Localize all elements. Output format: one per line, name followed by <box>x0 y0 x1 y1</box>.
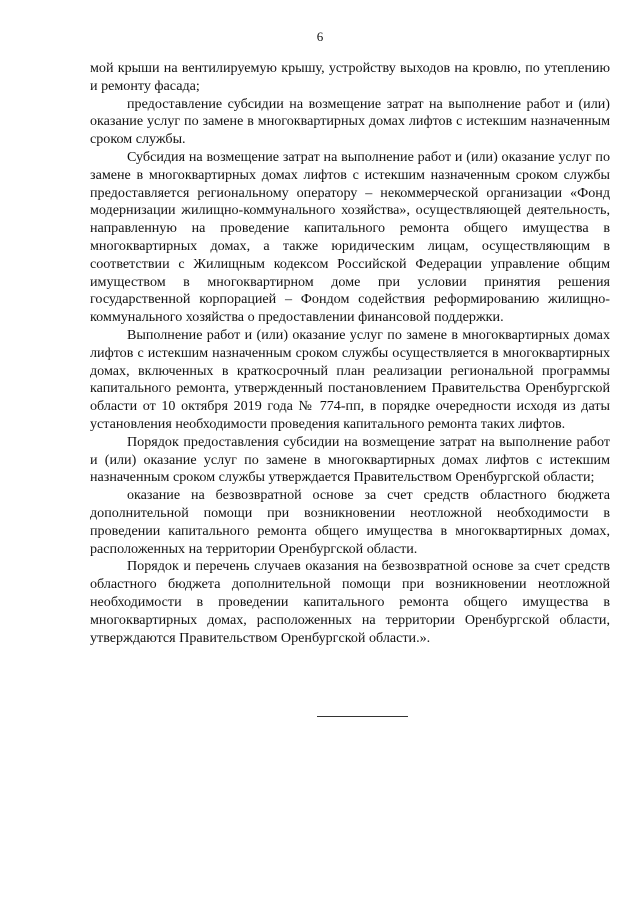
paragraph-elevator-works: Выполнение работ и (или) оказание услуг по замене в многоквартирных домах лифтов с истекшим назначенным сроком службы осуществляется в многоквартирных домах, включенных в краткосрочный план реализации региональной программы капитального ремонта, утвержденный постановлением Правительства Оренбургской области от 10 октября 2019 года № 774-пп, в порядке очередности исходя из даты установления необходимости проведения капитального ремонта таких лифтов. <box>90 326 610 432</box>
paragraph-additional-assistance: оказание на безвозвратной основе за счет средств областного бюджета дополнительной помощи при возникновении неотложной необходимости в проведении капитального ремонта общего имущества в многоквартирных домах, расположенных на территории Оренбургской области. <box>90 487 610 557</box>
document-body <box>90 60 610 647</box>
paragraph-continuation: мой крыши на вентилируемую крышу, устройству выходов на кровлю, по утеплению и ремонту фасада; <box>90 60 610 94</box>
paragraph-subsidy-recipients: Субсидия на возмещение затрат на выполнение работ и (или) оказание услуг по замене в многоквартирных домах лифтов с истекшим назначенным сроком службы предоставляется региональному оператору – некоммерческой организации «Фонд модернизации жилищно-коммунального хозяйства», осуществляющей деятельность, направленную на проведение капитального ремонта общего имущества в многоквартирных домах, а также юридическим лицам, осуществляющим в соответствии с Жилищным кодексом Российской Федерации управление общим имуществом в многоквартирном доме при условии принятия решения государственной корпорацией – Фондом содействия реформированию жилищно-коммунального хозяйства о предоставлении финансовой поддержки. <box>90 148 610 326</box>
paragraph-assistance-procedure: Порядок и перечень случаев оказания на безвозвратной основе за счет средств областного бюджета дополнительной помощи при возникновении неотложной необходимости в проведении капитального ремонта общего имущества в многоквартирных домах, расположенных на территории Оренбургской области, утверждаются Правительством Оренбургской области.». <box>90 558 610 646</box>
page-number: 6 <box>316 29 324 44</box>
paragraph-subsidy-provision: предоставление субсидии на возмещение затрат на выполнение работ и (или) оказание услуг по замене в многоквартирных домах лифтов с истекшим назначенным сроком службы. <box>90 95 610 148</box>
end-of-text-rule <box>317 716 408 717</box>
paragraph-subsidy-procedure: Порядок предоставления субсидии на возмещение затрат на выполнение работ и (или) оказание услуг по замене в многоквартирных домах лифтов с истекшим назначенным сроком службы утверждается Правительством Оренбургской области; <box>90 433 610 486</box>
